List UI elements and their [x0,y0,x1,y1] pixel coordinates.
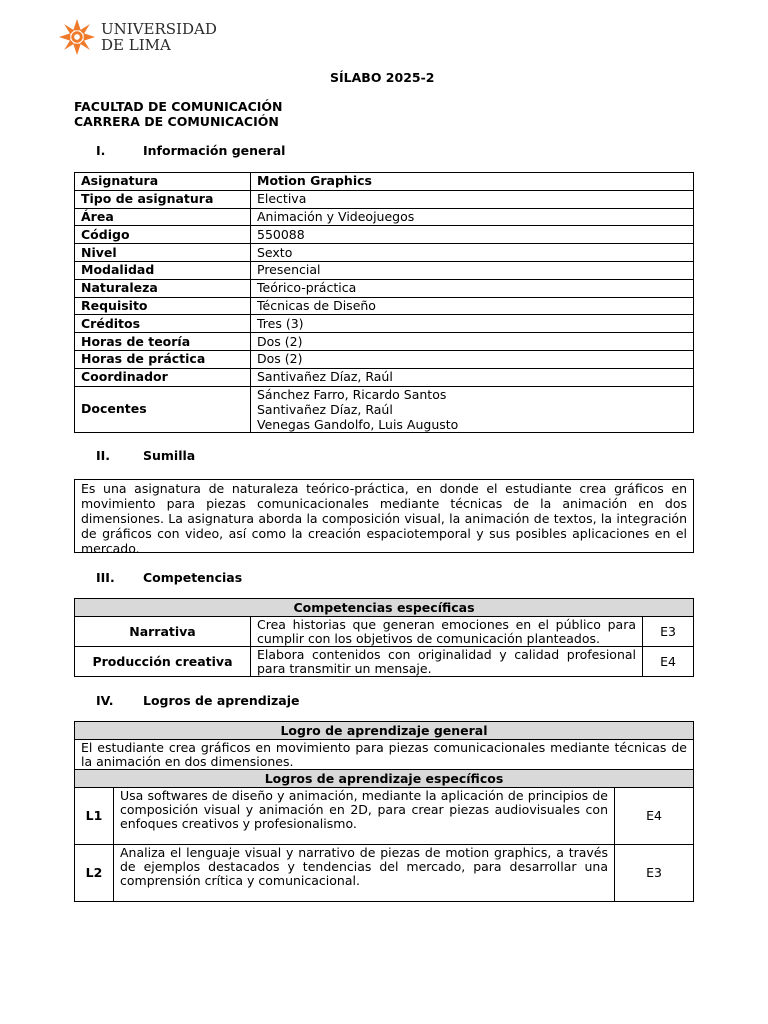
logo-line-2: DE LIMA [101,36,171,54]
table-row [75,845,694,902]
info-value: Dos (2) [251,333,694,351]
university-logo [58,18,217,56]
info-key: Nivel [75,244,251,262]
section-heading-4 [96,693,299,708]
info-value: Tres (3) [251,315,694,333]
info-key: Código [75,226,251,244]
info-value: Dos (2) [251,350,694,368]
logros-table [74,721,694,902]
table-row [75,297,694,315]
general-info-table [74,172,694,433]
info-key: Docentes [75,386,251,432]
info-key: Coordinador [75,368,251,386]
section-heading-1 [96,143,285,158]
logro-text: Analiza el lenguaje visual y narrativo de piezas de motion graphics, a través de ejemplos destacados y tendencias del mercado, para desarrollar una comprensión crítica y comunicacional. [114,845,615,902]
section-label: Logros de aprendizaje [143,693,300,708]
info-key: Créditos [75,315,251,333]
table-row [75,279,694,297]
table-row [75,350,694,368]
section-number: I. [96,143,106,158]
info-key: Asignatura [75,173,251,191]
docente-name: Santivañez Díaz, Raúl [257,401,393,417]
info-value: Teórico-práctica [251,279,694,297]
table-row [75,315,694,333]
logro-general-text: El estudiante crea gráficos en movimiento para piezas comunicacionales mediante técnicas de la animación en dos dimensiones. [75,740,694,770]
table-row [75,617,694,647]
info-key: Naturaleza [75,279,251,297]
logro-code: E3 [615,845,694,902]
faculty-name: FACULTAD DE COMUNICACIÓN [74,99,283,114]
logro-general-header: Logro de aprendizaje general [75,722,694,740]
logros-especificos-header: Logros de aprendizaje específicos [75,770,694,788]
info-key: Requisito [75,297,251,315]
table-row [75,173,694,191]
competencia-name: Producción creativa [75,647,251,677]
section-heading-2 [96,448,195,463]
docente-name: Venegas Gandolfo, Luis Augusto [257,416,459,432]
table-row [75,386,694,432]
info-key: Área [75,208,251,226]
table-row [75,226,694,244]
docente-name: Sánchez Farro, Ricardo Santos [257,386,447,402]
section-label: Información general [143,143,286,158]
table-row [75,261,694,279]
table-row [75,788,694,845]
info-key: Horas de práctica [75,350,251,368]
competencia-desc: Elabora contenidos con originalidad y calidad profesional para transmitir un mensaje. [251,647,643,677]
info-value: Presencial [251,261,694,279]
table-row [75,368,694,386]
table-row [75,333,694,351]
section-number: IV. [96,693,114,708]
section-number: III. [96,570,115,585]
table-row [75,208,694,226]
competencias-header: Competencias específicas [75,599,694,617]
logro-text: Usa softwares de diseño y animación, mediante la aplicación de principios de composición visual y animación en 2D, para crear piezas audiovisuales con enfoques creativos y profesionalismo. [114,788,615,845]
info-value: Animación y Videojuegos [251,208,694,226]
info-value: Electiva [251,190,694,208]
section-label: Competencias [143,570,243,585]
section-number: II. [96,448,111,463]
document-title: SÍLABO 2025-2 [330,70,435,85]
sunburst-logo-icon [58,18,96,56]
section-heading-3 [96,570,242,585]
logro-code: E4 [615,788,694,845]
info-value: Técnicas de Diseño [251,297,694,315]
docentes-list [251,386,694,432]
info-value: Motion Graphics [251,173,694,191]
info-value: 550088 [251,226,694,244]
competencia-desc: Crea historias que generan emociones en el público para cumplir con los objetivos de comunicación planteados. [251,617,643,647]
table-row [75,647,694,677]
info-key: Modalidad [75,261,251,279]
info-key: Tipo de asignatura [75,190,251,208]
competencia-name: Narrativa [75,617,251,647]
logro-id: L1 [75,788,114,845]
info-value: Sexto [251,244,694,262]
table-row [75,244,694,262]
section-label: Sumilla [143,448,196,463]
competencia-code: E4 [643,647,694,677]
logo-line-1: UNIVERSIDAD [101,20,217,38]
logo-wordmark [101,21,217,53]
info-value: Santivañez Díaz, Raúl [251,368,694,386]
career-name: CARRERA DE COMUNICACIÓN [74,114,279,129]
competencias-table [74,598,694,677]
table-row [75,190,694,208]
sumilla-box: Es una asignatura de naturaleza teórico-práctica, en donde el estudiante crea gráficos en movimiento para piezas comunicacionales mediante técnicas de la animación en dos dimensiones. La asignatura aborda la composición visual, la animación de textos, la integración de gráficos con video, así como la creación espaciotemporal y sus posibles aplicaciones en el mercado. [74,479,694,553]
competencia-code: E3 [643,617,694,647]
info-key: Horas de teoría [75,333,251,351]
logro-id: L2 [75,845,114,902]
